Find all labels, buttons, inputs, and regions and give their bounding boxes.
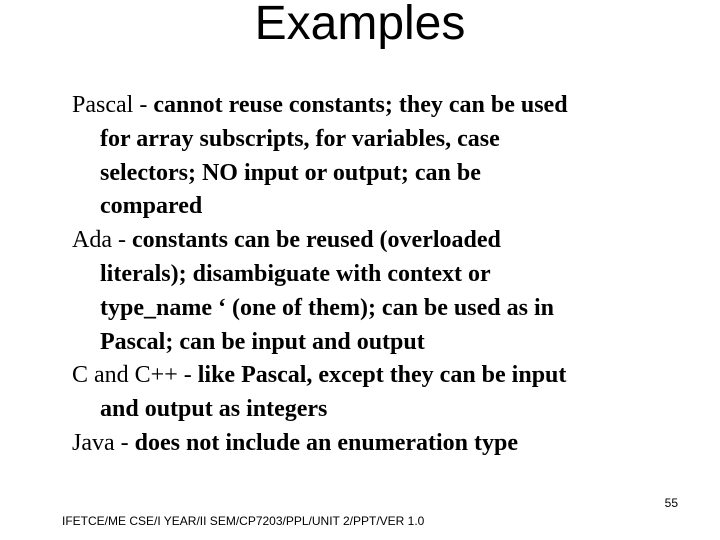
description-text: does not include an enumeration type bbox=[134, 429, 518, 456]
slide-title: Examples bbox=[254, 0, 466, 50]
bullet-c-cpp bbox=[72, 359, 712, 427]
language-name: Java - bbox=[72, 429, 135, 456]
language-name: Ada - bbox=[72, 227, 132, 254]
description-text: like Pascal, except they can be input bbox=[197, 362, 567, 389]
description-text: and output as integers bbox=[100, 396, 328, 423]
bullet-line bbox=[72, 427, 712, 461]
bullet-java bbox=[72, 427, 712, 461]
description-text: constants can be reused (overloaded bbox=[131, 227, 501, 254]
description-text: selectors; NO input or output; can be bbox=[100, 159, 481, 186]
bullet-line bbox=[72, 89, 712, 123]
language-name: Pascal - bbox=[72, 92, 154, 118]
language-name: C and C++ - bbox=[72, 362, 198, 389]
page-number: 55 bbox=[664, 496, 678, 510]
slide-body bbox=[72, 89, 712, 461]
bullet-line bbox=[72, 359, 712, 393]
slide-footer: IFETCE/ME CSE/I YEAR/II SEM/CP7203/PPL/UNIT 2/PPT/VER 1.0 bbox=[62, 514, 425, 528]
description-text: compared bbox=[100, 193, 203, 220]
bullet-ada bbox=[72, 224, 712, 359]
description-text: type_name ‘ (one of them); can be used as in bbox=[100, 294, 554, 321]
bullet-pascal bbox=[72, 89, 712, 224]
description-text: Pascal; can be input and output bbox=[100, 328, 425, 355]
bullet-line bbox=[72, 224, 712, 258]
description-text: cannot reuse constants; they can be used bbox=[153, 92, 568, 118]
description-text: for array subscripts, for variables, case bbox=[100, 125, 500, 152]
description-text: literals); disambiguate with context or bbox=[100, 260, 491, 287]
